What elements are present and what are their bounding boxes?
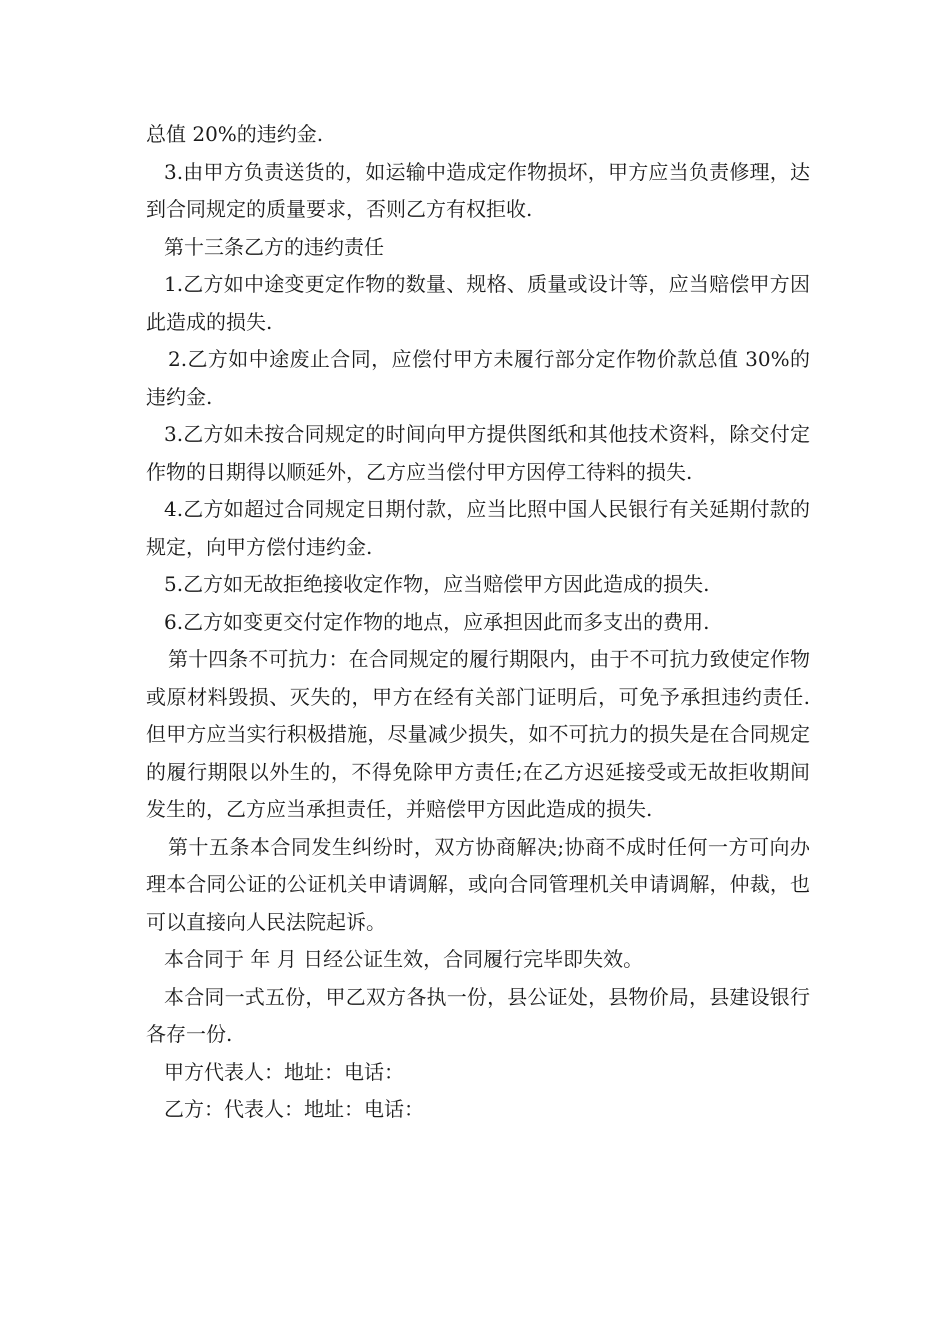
paragraph-article-13-item-6: 6.乙方如变更交付定作物的地点，应承担因此而多支出的费用. (164, 609, 710, 634)
paragraph-article-13-item-2: 2.乙方如中途废止合同，应偿付甲方未履行部分定作物价款总值 30%的违约金. (146, 347, 810, 409)
heading-article-13: 第十三条乙方的违约责任 (164, 234, 384, 259)
paragraph-copies: 本合同一式五份，甲乙双方各执一份，县公证处，县物价局，县建设银行各存一份. (146, 984, 810, 1046)
paragraph-article-13-item-1: 1.乙方如中途变更定作物的数量、规格、质量或设计等，应当赔偿甲方因此造成的损失. (146, 272, 810, 334)
paragraph-article-13-item-4: 4.乙方如超过合同规定日期付款，应当比照中国人民银行有关延期付款的规定，向甲方偿付违约金. (146, 497, 810, 559)
paragraph-article-13-item-5: 5.乙方如无故拒绝接收定作物，应当赔偿甲方因此造成的损失. (164, 572, 710, 596)
paragraph-effective-date: 本合同于 年 月 日经公证生效，合同履行完毕即失效。 (164, 947, 644, 971)
paragraph-delivery-damage: 3.由甲方负责送货的，如运输中造成定作物损坏，甲方应当负责修理，达到合同规定的质量要求，否则乙方有权拒收. (146, 159, 810, 221)
paragraph-article-13-item-3: 3.乙方如未按合同规定的时间向甲方提供图纸和其他技术资料，除交付定作物的日期得以顺延外，乙方应当偿付甲方因停工待料的损失. (146, 422, 810, 484)
paragraph-article-14: 第十四条不可抗力：在合同规定的履行期限内，由于不可抗力致使定作物或原材料毁损、灭失的，甲方在经有关部门证明后，可免予承担违约责任.但甲方应当实行积极措施，尽量减少损失，如不可抗力的损失是在合同规定的履行期限以外生的，不得免除甲方责任;在乙方迟延接受或无故拒收期间发生的，乙方应当承担责任，并赔偿甲方因此造成的损失. (146, 647, 810, 821)
signature-line-party-b: 乙方：代表人：地址：电话： (164, 1097, 424, 1121)
document-body (146, 116, 810, 1129)
signature-line-party-a: 甲方代表人：地址：电话： (164, 1059, 404, 1084)
paragraph-penalty-total: 总值 20%的违约金. (146, 122, 324, 146)
paragraph-article-15: 第十五条本合同发生纠纷时，双方协商解决;协商不成时任何一方可向办理本合同公证的公证机关申请调解，或向合同管理机关申请调解，仲裁，也可以直接向人民法院起诉。 (146, 834, 810, 934)
